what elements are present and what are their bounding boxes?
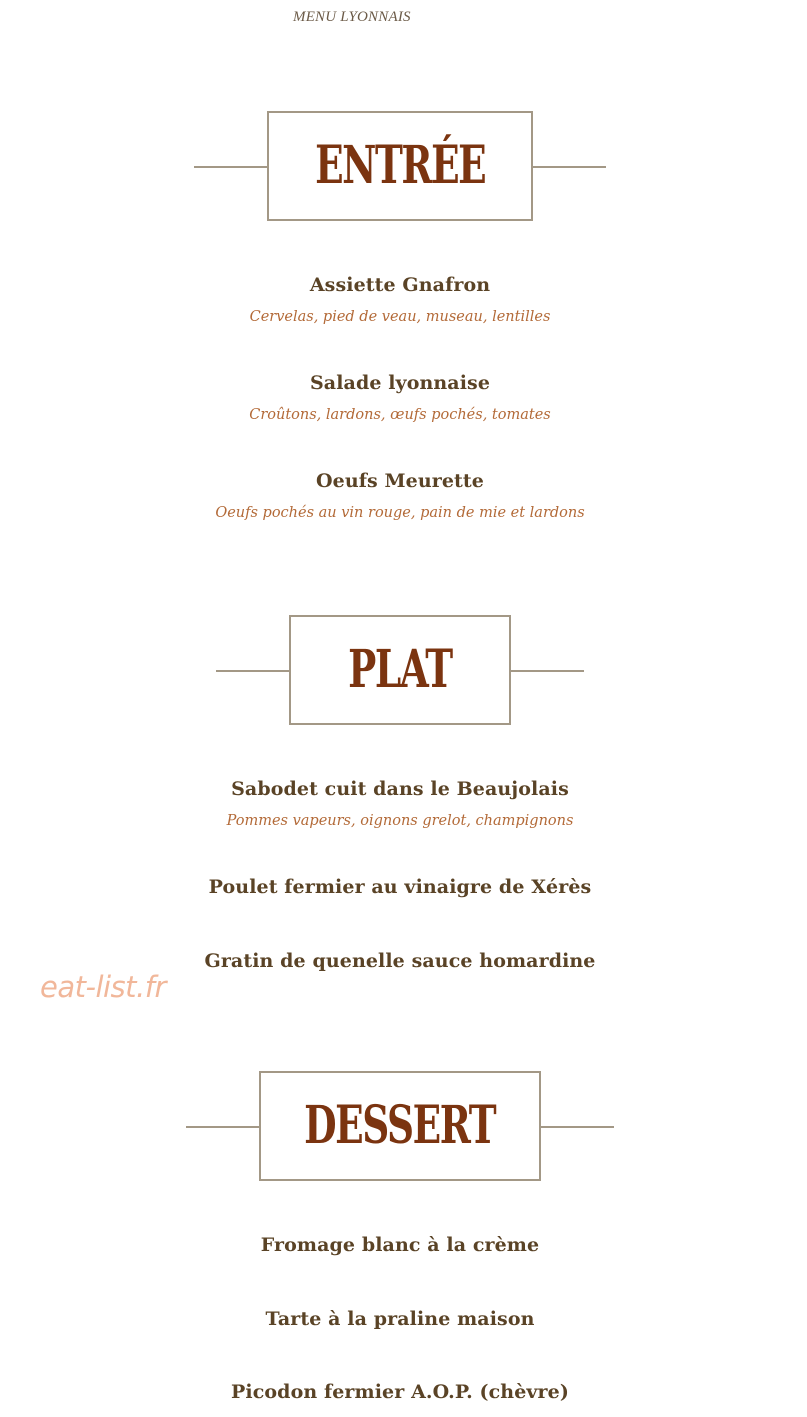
header-frame <box>289 615 511 725</box>
dish-item <box>0 1307 800 1331</box>
dish-item <box>0 777 800 830</box>
dish-item <box>0 273 800 326</box>
dish-name: Gratin de quenelle sauce homardine <box>204 950 596 972</box>
dish-name: Tarte à la praline maison <box>265 1308 535 1330</box>
section-title: PLAT <box>348 639 452 700</box>
header-rule-right <box>510 670 584 672</box>
dish-name: Picodon fermier A.O.P. (chèvre) <box>231 1381 569 1403</box>
header-rule-left <box>216 670 290 672</box>
section-header-entree <box>0 111 800 225</box>
header-frame <box>267 111 533 221</box>
section-header-dessert <box>0 1071 800 1185</box>
dish-item <box>0 1380 800 1404</box>
header-rule-right <box>540 1126 614 1128</box>
dish-description: Croûtons, lardons, œufs pochés, tomates <box>249 407 551 423</box>
dish-item <box>0 875 800 899</box>
dish-name: Oeufs Meurette <box>315 470 484 492</box>
dish-name: Assiette Gnafron <box>309 274 491 296</box>
section-title: ENTRÉE <box>314 135 486 196</box>
section-title: DESSERT <box>304 1095 496 1156</box>
dish-name: Salade lyonnaise <box>309 372 491 394</box>
dish-item <box>0 469 800 522</box>
dish-item <box>0 1233 800 1257</box>
dish-description: Cervelas, pied de veau, museau, lentilles <box>249 309 551 325</box>
header-rule-left <box>194 166 268 168</box>
dish-name: Poulet fermier au vinaigre de Xérès <box>208 876 592 898</box>
dish-name: Fromage blanc à la crème <box>260 1234 540 1256</box>
dish-description: Oeufs pochés au vin rouge, pain de mie et lardons <box>215 505 585 521</box>
watermark: eat-list.fr <box>40 970 166 1004</box>
section-header-plat <box>0 615 800 729</box>
dish-item <box>0 371 800 424</box>
header-rule-left <box>186 1126 260 1128</box>
menu-label: MENU LYONNAIS <box>293 9 411 25</box>
header-rule-right <box>532 166 606 168</box>
dish-name: Sabodet cuit dans le Beaujolais <box>231 778 569 800</box>
header-frame <box>259 1071 541 1181</box>
dish-description: Pommes vapeurs, oignons grelot, champignons <box>226 813 574 829</box>
